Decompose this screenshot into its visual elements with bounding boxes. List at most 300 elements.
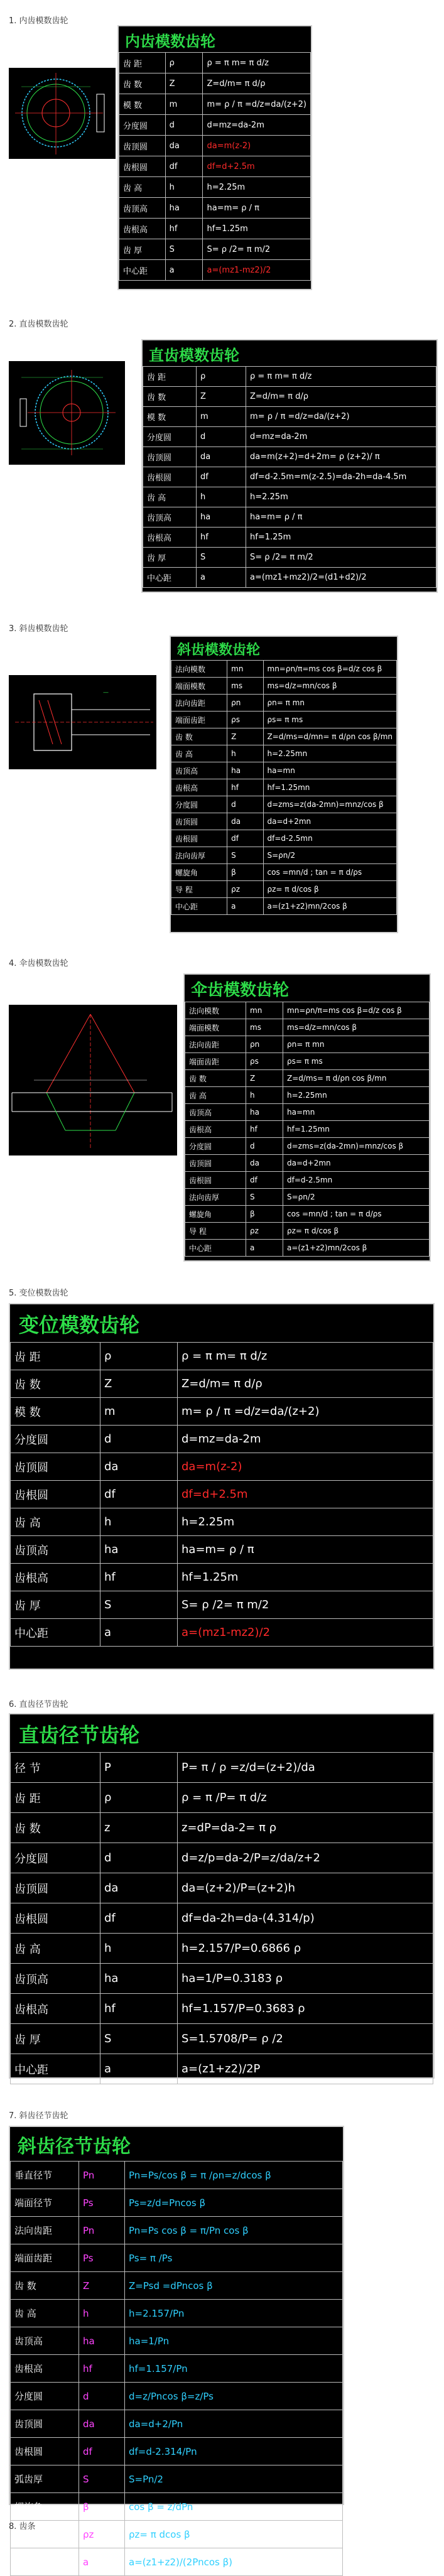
param-symbol-cell: d (246, 1138, 283, 1155)
table-row (185, 1019, 430, 1036)
param-formula-cell: m= ρ / π =d/z=da/(z+2) (203, 94, 311, 115)
param-formula-cell: hf=1.25m (246, 528, 436, 548)
param-formula-cell: d=z/Pncos β=z/Ps (125, 2383, 343, 2410)
table-row (11, 1564, 433, 1591)
table-row (143, 507, 436, 528)
param-symbol-cell: S (100, 1591, 178, 1619)
table-row (11, 2383, 343, 2410)
table-row (119, 115, 311, 136)
table-row (119, 73, 311, 94)
param-symbol-cell: hf (227, 779, 263, 796)
table-row (185, 1104, 430, 1121)
table-row (11, 2272, 343, 2300)
table-row (11, 2465, 343, 2493)
param-symbol-cell: ρ (165, 53, 203, 73)
param-symbol-cell: hf (165, 219, 203, 239)
table-row (143, 367, 436, 387)
table-row (185, 1053, 430, 1070)
param-name-cell: 齿 高 (11, 2300, 79, 2327)
table-row (185, 1036, 430, 1053)
param-name-cell: 分度圆 (11, 1426, 100, 1453)
param-name-cell: 齿根高 (171, 779, 227, 796)
param-symbol-cell: ha (100, 1964, 178, 1994)
param-symbol-cell: ms (246, 1019, 283, 1036)
table-row (11, 2438, 343, 2465)
table-row (185, 1138, 430, 1155)
param-formula-cell: d=zms=z(da-2mn)=mnz/cos β (283, 1138, 430, 1155)
section-heading-4: 4. 伞齿模数齿轮 (9, 959, 68, 968)
param-formula-cell: ρs= π ms (283, 1053, 430, 1070)
param-formula-cell: df=d-2.5mn (283, 1172, 430, 1189)
param-formula-cell: Z=d/ms=d/mn= π d/ρn cos β/mn (263, 728, 397, 745)
table-row (119, 94, 311, 115)
table-row (185, 1240, 430, 1257)
param-symbol-cell: ρn (227, 695, 263, 712)
table-row (171, 762, 397, 779)
param-name-cell: 齿 高 (143, 487, 197, 507)
table-row (119, 136, 311, 156)
param-symbol-cell: d (165, 115, 203, 136)
param-symbol-cell: Z (197, 387, 246, 407)
table-row (11, 2410, 343, 2438)
param-name-cell: 齿顶圆 (11, 2410, 79, 2438)
table-row (171, 695, 397, 712)
param-symbol-cell: Ps (79, 2244, 125, 2272)
param-symbol-cell: h (165, 177, 203, 198)
table-row (119, 239, 311, 260)
svg-text:—: — (103, 690, 109, 696)
section-heading-2: 2. 直齿模数齿轮 (9, 320, 68, 329)
param-name-cell: 法向齿厚 (185, 1189, 246, 1206)
gear-table-1 (117, 25, 312, 290)
param-symbol-cell: ρz (246, 1223, 283, 1240)
table-row (185, 1070, 430, 1087)
param-formula-cell: da=m(z+2)=d+2m= ρ (z+2)/ π (246, 447, 436, 467)
param-formula-cell: ha=mn (263, 762, 397, 779)
param-symbol-cell: ha (246, 1104, 283, 1121)
param-name-cell: 齿顶圆 (171, 813, 227, 830)
param-formula-cell: h=2.157/P=0.6866 ρ (178, 1934, 433, 1964)
param-name-cell: 齿顶高 (119, 198, 166, 219)
table-row (11, 1591, 433, 1619)
param-name-cell: 径 节 (11, 1753, 100, 1783)
param-symbol-cell: h (197, 487, 246, 507)
param-formula-cell: S= ρ /2= π m/2 (246, 548, 436, 568)
param-formula-cell: df=d-2.5mn (263, 830, 397, 847)
param-formula-cell: ρ = π m= π d/z (246, 367, 436, 387)
param-name-cell: 齿根高 (143, 528, 197, 548)
param-formula-cell: a=(z1+z2)mn/2cos β (283, 1240, 430, 1257)
param-name-cell: 齿顶圆 (11, 1453, 100, 1481)
gear-table-4 (183, 973, 431, 1262)
table-row (143, 467, 436, 487)
param-name-cell: 齿 数 (11, 2272, 79, 2300)
param-name-cell: 齿 数 (119, 73, 166, 94)
param-name-cell: 齿顶圆 (143, 447, 197, 467)
param-name-cell: 齿 高 (171, 745, 227, 762)
param-name-cell: 螺旋角 (11, 2493, 79, 2521)
param-name-cell: 齿根高 (185, 1121, 246, 1138)
table-row (11, 1398, 433, 1426)
table-row (171, 881, 397, 898)
section-heading-7: 7. 斜齿径节齿轮 (9, 2111, 68, 2121)
param-symbol-cell: df (100, 1903, 178, 1934)
param-symbol-cell: β (79, 2493, 125, 2521)
param-name-cell: 齿 数 (11, 1370, 100, 1398)
param-formula-cell: da=d+2mn (283, 1155, 430, 1172)
param-formula-cell: ha=m= ρ / π (178, 1536, 433, 1564)
section-heading-3: 3. 斜齿模数齿轮 (9, 624, 68, 634)
param-name-cell: 法向齿距 (171, 695, 227, 712)
section-heading-5: 5. 变位模数齿轮 (9, 1289, 68, 1298)
param-formula-cell: h=2.25m (178, 1508, 433, 1536)
table-row (11, 1481, 433, 1508)
param-formula-cell: da=d+2/Pn (125, 2410, 343, 2438)
param-symbol-cell: ρ (100, 1343, 178, 1370)
table-row (11, 1873, 433, 1903)
param-formula-cell: hf=1.25m (178, 1564, 433, 1591)
param-symbol-cell: S (246, 1189, 283, 1206)
table-row (171, 678, 397, 695)
param-formula-cell: hf=1.25mn (283, 1121, 430, 1138)
param-formula-cell: ha=1/P=0.3183 ρ (178, 1964, 433, 1994)
param-symbol-cell: hf (100, 1564, 178, 1591)
param-name-cell: 齿根圆 (171, 830, 227, 847)
param-name-cell: 导 程 (171, 881, 227, 898)
param-name-cell: 齿根圆 (143, 467, 197, 487)
param-name-cell: 分度圆 (11, 1843, 100, 1873)
table-row (143, 387, 436, 407)
param-name-cell: 中心距 (119, 260, 166, 281)
table-row (11, 1619, 433, 1647)
param-symbol-cell: ρz (79, 2521, 125, 2548)
param-symbol-cell: S (100, 2024, 178, 2054)
param-formula-cell: da=d+2mn (263, 813, 397, 830)
param-symbol-cell: h (100, 1934, 178, 1964)
param-formula-cell: a=(mz1-mz2)/2 (203, 260, 311, 281)
param-formula-cell: mn=ρn/π=ms cos β=d/z cos β (283, 1002, 430, 1019)
param-symbol-cell: S (227, 847, 263, 864)
param-name-cell: 齿顶高 (11, 2327, 79, 2355)
param-name-cell: 齿 高 (11, 1934, 100, 1964)
table-row (185, 1223, 430, 1240)
param-symbol-cell: ha (79, 2327, 125, 2355)
table-row (11, 1453, 433, 1481)
param-name-cell: 齿顶圆 (11, 1873, 100, 1903)
table-title: 直齿径节齿轮 (19, 1723, 140, 1747)
param-name-cell: 分度圆 (143, 427, 197, 447)
table-row (119, 53, 311, 73)
table-row (11, 1964, 433, 1994)
param-symbol-cell: d (100, 1426, 178, 1453)
param-symbol-cell: a (79, 2548, 125, 2576)
table-row (119, 156, 311, 177)
param-name-cell: 模 数 (143, 407, 197, 427)
param-symbol-cell: Z (246, 1070, 283, 1087)
table-row (11, 1343, 433, 1370)
param-name-cell: 齿 距 (11, 1343, 100, 1370)
param-name-cell: 齿 高 (11, 1508, 100, 1536)
param-formula-cell: a=(mz1+mz2)/2=(d1+d2)/2 (246, 568, 436, 588)
param-name-cell: 分度圆 (171, 796, 227, 813)
table-row (11, 2162, 343, 2189)
helical-gear-drawing (9, 675, 156, 769)
param-name-cell: 法向齿距 (185, 1036, 246, 1053)
param-symbol-cell: Z (165, 73, 203, 94)
param-formula-cell: d=mz=da-2m (246, 427, 436, 447)
table-title: 内齿模数齿轮 (125, 32, 215, 50)
param-symbol-cell: β (246, 1206, 283, 1223)
param-name-cell: 齿 数 (171, 728, 227, 745)
section-heading-6: 6. 直齿径节齿轮 (9, 1700, 68, 1709)
table-row (185, 1155, 430, 1172)
table-row (11, 1370, 433, 1398)
param-symbol-cell: ρs (227, 712, 263, 728)
param-name-cell: 中心距 (11, 2548, 79, 2576)
param-name-cell: 端面齿距 (11, 2244, 79, 2272)
table-row (185, 1172, 430, 1189)
param-symbol-cell: hf (197, 528, 246, 548)
table-title: 直齿模数齿轮 (149, 346, 239, 364)
param-formula-cell: ρn= π mn (283, 1036, 430, 1053)
table-row (11, 2244, 343, 2272)
gear-table-5 (9, 1303, 435, 1670)
table-row (171, 898, 397, 915)
param-symbol-cell: a (100, 1619, 178, 1647)
param-formula-cell: d=zms=z(da-2mn)=mnz/cos β (263, 796, 397, 813)
param-name-cell: 法向模数 (185, 1002, 246, 1019)
param-symbol-cell: Z (100, 1370, 178, 1398)
param-symbol-cell: d (197, 427, 246, 447)
param-formula-cell: S=Pn/2 (125, 2465, 343, 2493)
table-row (11, 1934, 433, 1964)
param-symbol-cell: da (100, 1873, 178, 1903)
table-row (171, 728, 397, 745)
param-name-cell: 齿根高 (11, 2355, 79, 2383)
param-formula-cell: Z=d/ms= π d/ρn cos β/mn (283, 1070, 430, 1087)
table-row (11, 2493, 343, 2521)
param-name-cell: 分度圆 (119, 115, 166, 136)
param-symbol-cell: hf (246, 1121, 283, 1138)
param-formula-cell: ρz= π d/cos β (283, 1223, 430, 1240)
param-name-cell: 端面模数 (185, 1019, 246, 1036)
param-symbol-cell: Ps (79, 2189, 125, 2217)
param-symbol-cell: df (165, 156, 203, 177)
table-row (143, 548, 436, 568)
table-row (171, 661, 397, 678)
param-formula-cell: a=(z1+z2)/2P (178, 2054, 433, 2084)
param-name-cell: 齿根圆 (11, 1481, 100, 1508)
table-row (11, 1994, 433, 2024)
param-formula-cell: d=mz=da-2m (203, 115, 311, 136)
table-row (11, 2521, 343, 2548)
param-name-cell: 齿 厚 (143, 548, 197, 568)
table-row (11, 1536, 433, 1564)
param-formula-cell: cos =mn/d ; tan = π d/ρs (283, 1206, 430, 1223)
param-name-cell: 齿 厚 (11, 1591, 100, 1619)
param-formula-cell: Pn=Ps/cos β = π /ρn=z/dcos β (125, 2162, 343, 2189)
param-symbol-cell: ha (227, 762, 263, 779)
table-row (171, 796, 397, 813)
param-symbol-cell: a (100, 2054, 178, 2084)
param-name-cell: 弧齿厚 (11, 2465, 79, 2493)
param-formula-cell: a=(z1+z2)/(2Pncos β) (125, 2548, 343, 2576)
param-formula-cell: Ps=z/d=Pncos β (125, 2189, 343, 2217)
param-formula-cell: ρ = π m= π d/z (203, 53, 311, 73)
table-row (185, 1087, 430, 1104)
param-name-cell: 齿根圆 (11, 2438, 79, 2465)
param-formula-cell: d=mz=da-2m (178, 1426, 433, 1453)
table-row (171, 745, 397, 762)
table-row (11, 1843, 433, 1873)
param-symbol-cell: d (79, 2383, 125, 2410)
param-name-cell: 齿 数 (11, 1813, 100, 1843)
param-name-cell: 螺旋角 (185, 1206, 246, 1223)
param-symbol-cell: hf (79, 2355, 125, 2383)
param-name-cell: 齿 高 (185, 1087, 246, 1104)
param-name-cell: 齿 距 (143, 367, 197, 387)
param-name-cell: 齿顶高 (11, 1536, 100, 1564)
table-row (119, 177, 311, 198)
param-formula-cell: z=dP=da-2= π ρ (178, 1813, 433, 1843)
param-formula-cell: d=z/p=da-2/P=z/da/z+2 (178, 1843, 433, 1873)
param-formula-cell: Z=d/m= π d/ρ (203, 73, 311, 94)
param-symbol-cell: d (100, 1843, 178, 1873)
param-symbol-cell: a (246, 1240, 283, 1257)
param-formula-cell: ha=mn (283, 1104, 430, 1121)
param-name-cell: 中心距 (185, 1240, 246, 1257)
param-symbol-cell: a (197, 568, 246, 588)
param-symbol-cell: da (246, 1155, 283, 1172)
param-formula-cell: ha=m= ρ / π (203, 198, 311, 219)
param-formula-cell: h=2.25mn (263, 745, 397, 762)
table-row (11, 1508, 433, 1536)
param-symbol-cell: mn (227, 661, 263, 678)
table-title: 斜齿模数齿轮 (177, 642, 261, 658)
table-row (185, 1002, 430, 1019)
table-row (143, 487, 436, 507)
param-formula-cell: ρs= π ms (263, 712, 397, 728)
table-row (185, 1189, 430, 1206)
param-formula-cell: ρ = π m= π d/z (178, 1343, 433, 1370)
param-name-cell: 齿根高 (119, 219, 166, 239)
table-row (11, 2024, 433, 2054)
param-formula-cell: h=2.25m (246, 487, 436, 507)
param-symbol-cell: a (227, 898, 263, 915)
param-symbol-cell: Z (227, 728, 263, 745)
param-symbol-cell: ha (197, 507, 246, 528)
param-name-cell: 法向模数 (171, 661, 227, 678)
table-row (11, 2327, 343, 2355)
spur-gear-drawing (9, 361, 125, 465)
param-symbol-cell: Pn (79, 2162, 125, 2189)
table-row (11, 2548, 343, 2576)
table-row (143, 427, 436, 447)
param-name-cell: 中心距 (143, 568, 197, 588)
param-formula-cell: hf=1.157/P=0.3683 ρ (178, 1994, 433, 2024)
param-name-cell: 齿根圆 (11, 1903, 100, 1934)
gear-table-2 (141, 339, 438, 593)
table-title: 变位模数齿轮 (19, 1313, 140, 1337)
table-row (143, 447, 436, 467)
gear-table-3 (170, 636, 398, 933)
param-formula-cell: ρz= π dcos β (125, 2521, 343, 2548)
param-symbol-cell: h (79, 2300, 125, 2327)
param-symbol-cell: da (197, 447, 246, 467)
param-name-cell: 齿顶高 (185, 1104, 246, 1121)
table-row (11, 2300, 343, 2327)
table-row (11, 2217, 343, 2244)
table-row (11, 2054, 433, 2084)
param-symbol-cell: ms (227, 678, 263, 695)
param-formula-cell: cos =mn/d ; tan = π d/ρs (263, 864, 397, 881)
param-name-cell: 齿 距 (119, 53, 166, 73)
table-row (171, 712, 397, 728)
param-formula-cell: m= ρ / π =d/z=da/(z+2) (246, 407, 436, 427)
param-formula-cell: S=ρn/2 (283, 1189, 430, 1206)
param-name-cell: 齿 厚 (119, 239, 166, 260)
section-heading-8: 8. 齿条 (9, 2522, 36, 2531)
param-name-cell: 齿 距 (11, 1783, 100, 1813)
param-formula-cell: ρn= π mn (263, 695, 397, 712)
param-name-cell: 中心距 (171, 898, 227, 915)
param-symbol-cell: m (165, 94, 203, 115)
param-formula-cell: df=d+2.5m (178, 1481, 433, 1508)
table-row (11, 1753, 433, 1783)
table-row (171, 813, 397, 830)
param-formula-cell: ρz= π d/cos β (263, 881, 397, 898)
param-formula-cell: a=(z1+z2)mn/2cos β (263, 898, 397, 915)
param-formula-cell: Z=Psd =dPncos β (125, 2272, 343, 2300)
param-name-cell: 齿 数 (185, 1070, 246, 1087)
param-symbol-cell: ρn (246, 1036, 283, 1053)
param-name-cell: 导 程 (11, 2521, 79, 2548)
table-row (171, 779, 397, 796)
param-formula-cell: ms=d/z=mn/cos β (283, 1019, 430, 1036)
param-formula-cell: a=(mz1-mz2)/2 (178, 1619, 433, 1647)
param-name-cell: 导 程 (185, 1223, 246, 1240)
param-name-cell: 中心距 (11, 2054, 100, 2084)
param-symbol-cell: ρz (227, 881, 263, 898)
param-formula-cell: ha=1/Pn (125, 2327, 343, 2355)
param-symbol-cell: h (246, 1087, 283, 1104)
param-formula-cell: da=(z+2)/P=(z+2)h (178, 1873, 433, 1903)
param-name-cell: 齿顶圆 (119, 136, 166, 156)
param-formula-cell: hf=1.25mn (263, 779, 397, 796)
param-formula-cell: ha=m= ρ / π (246, 507, 436, 528)
param-symbol-cell: ρ (197, 367, 246, 387)
param-symbol-cell: da (227, 813, 263, 830)
table-row (11, 1783, 433, 1813)
bevel-gear-drawing (9, 1005, 177, 1155)
internal-gear-drawing (9, 68, 116, 159)
table-row (185, 1121, 430, 1138)
param-formula-cell: mn=ρn/π=ms cos β=d/z cos β (263, 661, 397, 678)
param-symbol-cell: da (100, 1453, 178, 1481)
param-symbol-cell: df (246, 1172, 283, 1189)
param-name-cell: 齿顶高 (143, 507, 197, 528)
param-formula-cell: m= ρ / π =d/z=da/(z+2) (178, 1398, 433, 1426)
param-name-cell: 模 数 (11, 1398, 100, 1426)
param-symbol-cell: m (197, 407, 246, 427)
table-row (119, 260, 311, 281)
param-formula-cell: h=2.25m (203, 177, 311, 198)
table-row (171, 864, 397, 881)
table-row (143, 528, 436, 548)
param-name-cell: 模 数 (119, 94, 166, 115)
param-formula-cell: df=d+2.5m (203, 156, 311, 177)
table-row (11, 2189, 343, 2217)
